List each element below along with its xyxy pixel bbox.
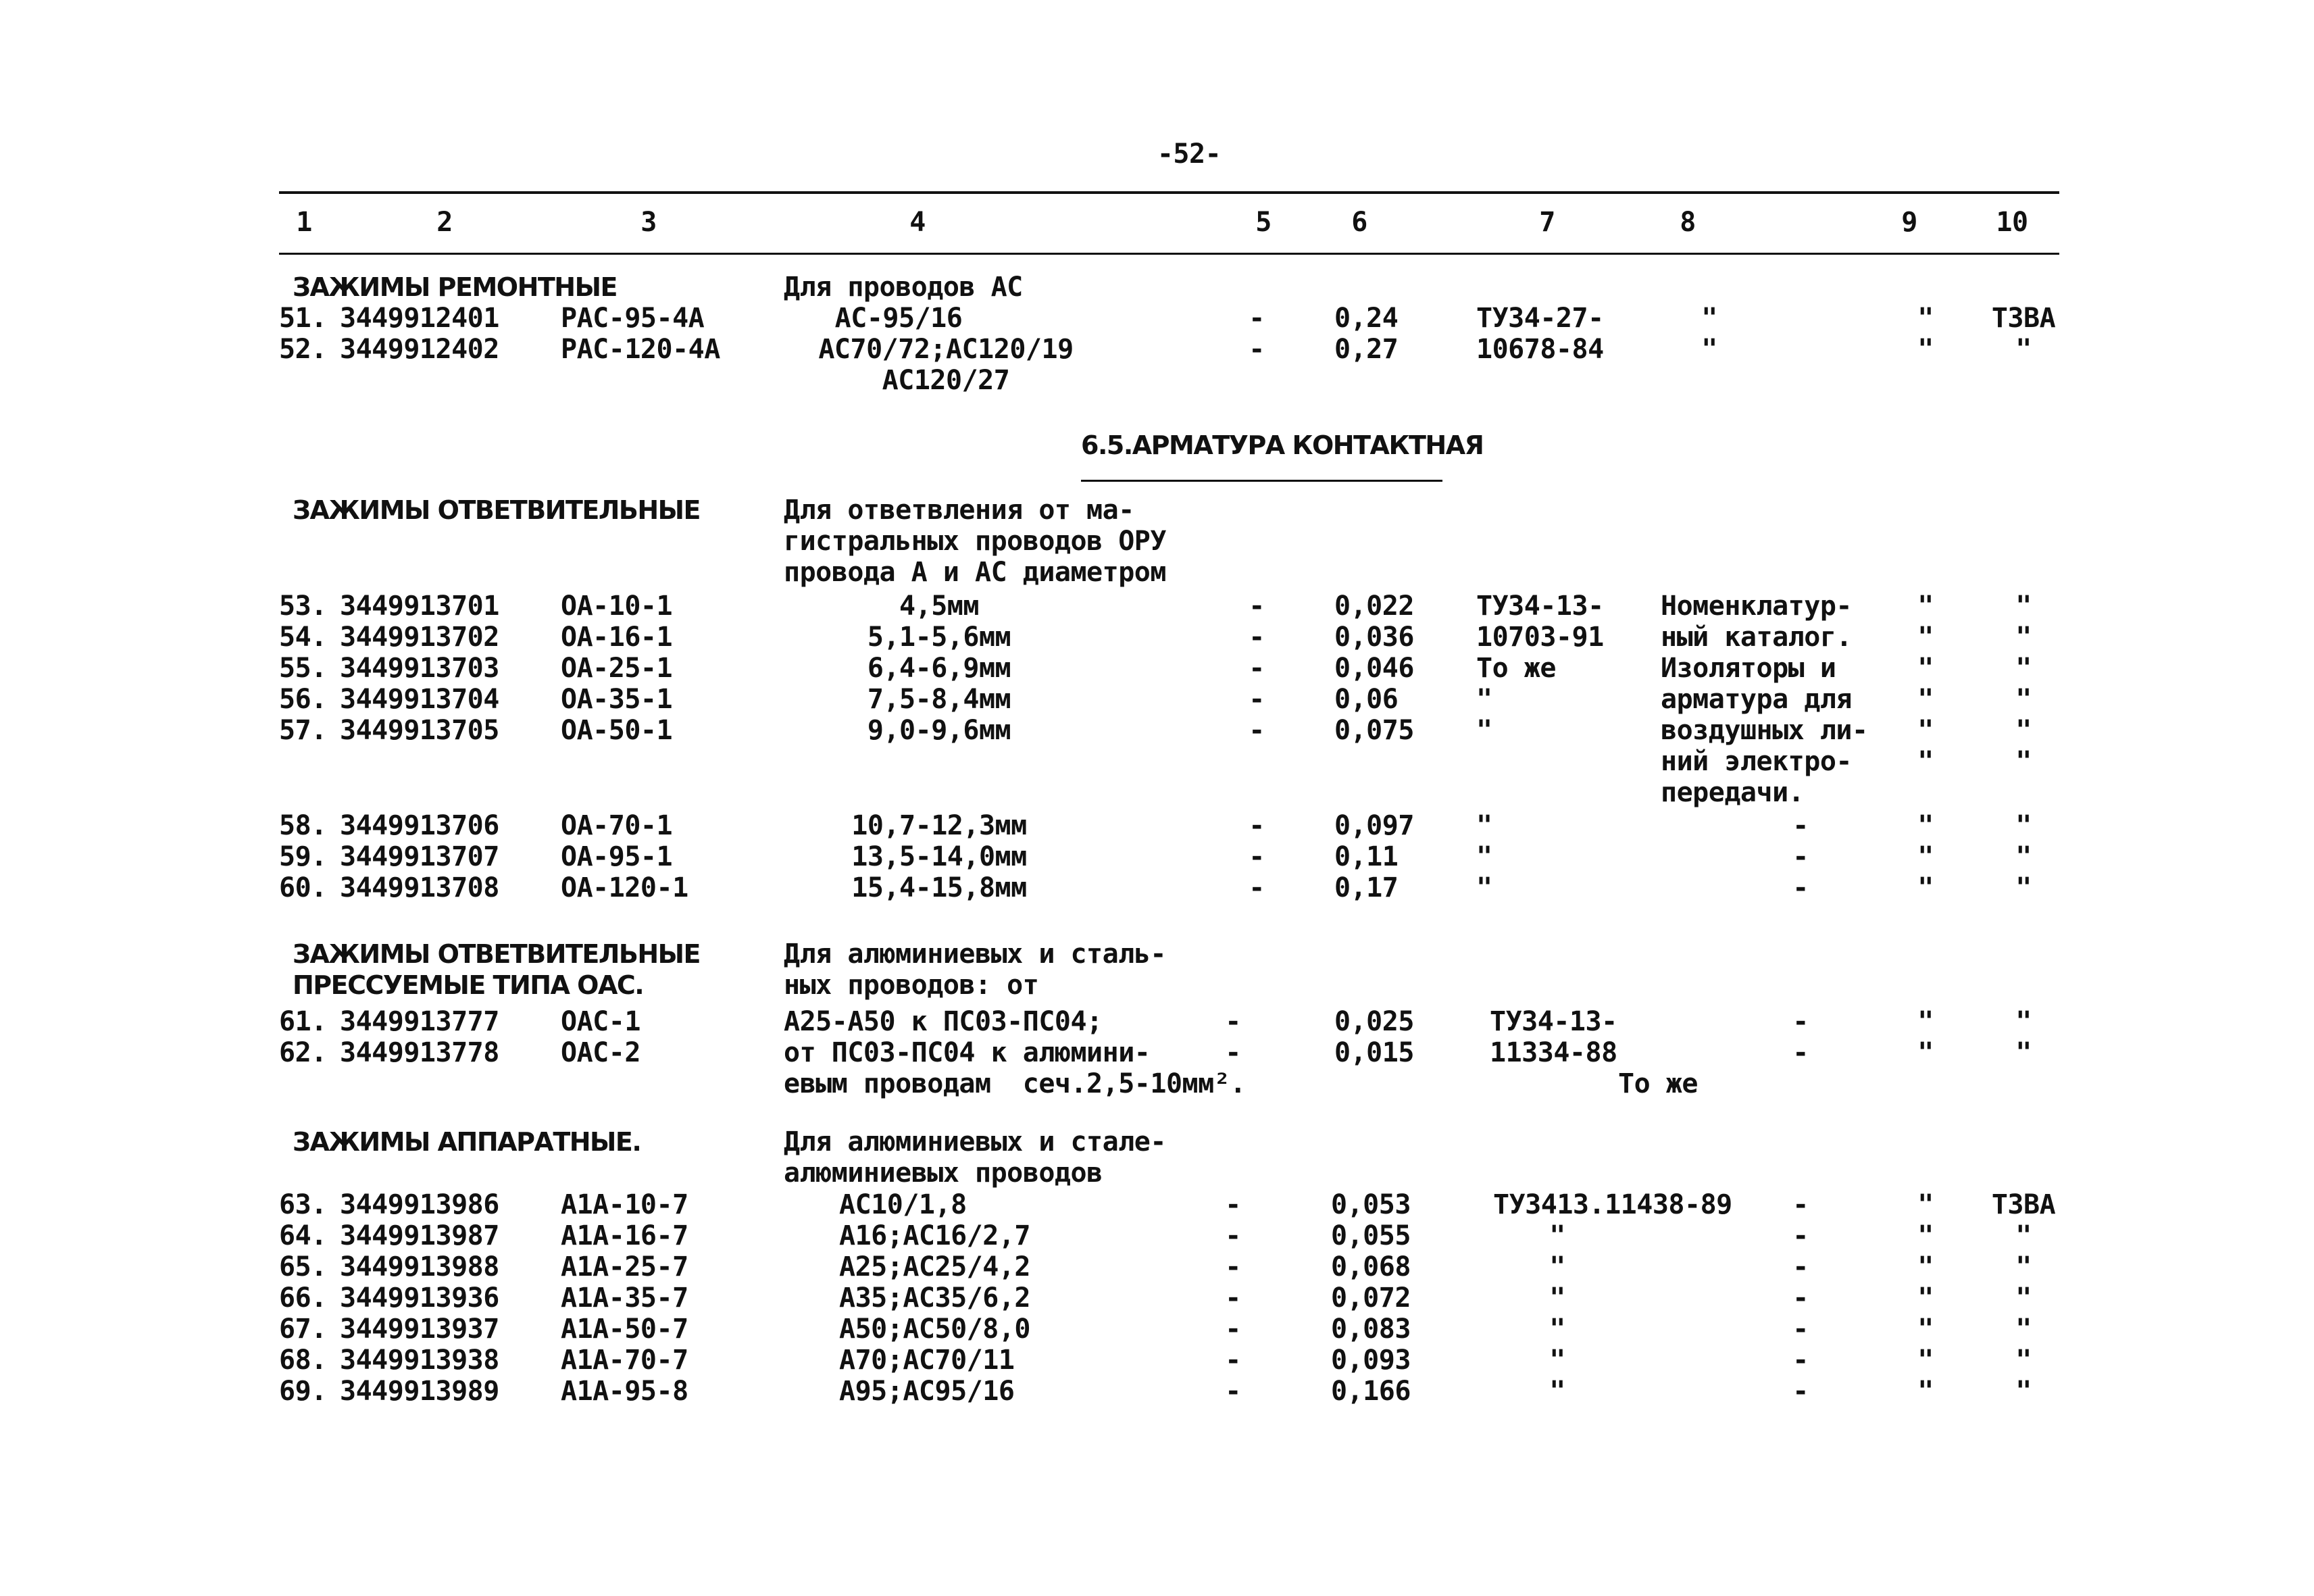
col10-value: "	[2015, 1282, 2032, 1314]
item-type: ОА-95-1	[561, 841, 673, 872]
col9-value: "	[1917, 1037, 1934, 1068]
col8-value: Номенклатур-	[1661, 591, 1852, 622]
col8-value: -	[1792, 1006, 1809, 1037]
col10-value: "	[2015, 746, 2032, 777]
item-spec: ТУ34-13-	[1476, 591, 1604, 622]
col5-value: -	[1225, 1220, 1241, 1251]
item-type: А1А-70-7	[561, 1345, 688, 1376]
item-weight: 0,11	[1334, 841, 1399, 872]
item-type: ОАС-1	[561, 1006, 640, 1037]
col5-value: -	[1225, 1282, 1241, 1314]
item-weight: 0,022	[1334, 591, 1414, 622]
col8-value: -	[1792, 1037, 1809, 1068]
row-number: 65.	[279, 1251, 327, 1282]
item-type: А1А-50-7	[561, 1314, 688, 1345]
col10-value: "	[2015, 684, 2032, 715]
col8-value: -	[1792, 872, 1809, 903]
col9-value: "	[1917, 872, 1934, 903]
col10-value: "	[2015, 1345, 2032, 1376]
col10-value: ТЗВА	[1991, 1189, 2056, 1220]
col10-value: "	[2015, 1220, 2032, 1251]
item-code: 3449913707	[340, 841, 499, 872]
group-description: ных проводов: от	[784, 970, 1039, 1001]
item-weight: 0,24	[1334, 303, 1399, 334]
item-weight: 0,068	[1331, 1251, 1411, 1282]
col9-value: "	[1917, 715, 1934, 746]
column-header-7: 7	[1539, 207, 1555, 238]
item-code: 3449913938	[340, 1345, 499, 1376]
page-number: -52-	[1157, 139, 1222, 170]
item-weight: 0,025	[1334, 1006, 1414, 1037]
row-number: 55.	[279, 653, 327, 684]
item-code: 3449913701	[340, 591, 499, 622]
row-number: 54.	[279, 622, 327, 653]
item-weight: 0,046	[1334, 653, 1414, 684]
col9-value: "	[1917, 591, 1934, 622]
col8-value: ний электро-	[1661, 746, 1852, 777]
col9-value: "	[1917, 303, 1934, 334]
col10-value: "	[2015, 653, 2032, 684]
item-weight: 0,055	[1331, 1220, 1411, 1251]
item-spec: "	[1549, 1376, 1565, 1407]
item-spec: "	[1549, 1345, 1565, 1376]
row-number: 69.	[279, 1376, 327, 1407]
col10-value: "	[2015, 715, 2032, 746]
item-description: АС120/27	[882, 364, 1010, 396]
col8-value: -	[1792, 1251, 1809, 1282]
col10-value: "	[2015, 1037, 2032, 1068]
row-number: 64.	[279, 1220, 327, 1251]
item-description: евым проводам сеч.2,5-10мм².	[784, 1068, 1246, 1099]
item-description: А25;АС25/4,2	[839, 1251, 1030, 1282]
group-description: Для проводов АС	[784, 272, 1023, 303]
col10-value: "	[2015, 1376, 2032, 1407]
section-title-underline	[1081, 480, 1442, 482]
group-title: ЗАЖИМЫ ОТВЕТВИТЕЛЬНЫЕ	[293, 939, 701, 969]
item-spec: То же	[1476, 653, 1556, 684]
col5-value: -	[1249, 872, 1265, 903]
group-title: ЗАЖИМЫ РЕМОНТНЫЕ	[293, 272, 617, 302]
item-spec: "	[1476, 872, 1492, 903]
item-description: АС10/1,8	[839, 1189, 967, 1220]
item-spec: "	[1549, 1314, 1565, 1345]
col8-value: Изоляторы и	[1661, 653, 1836, 684]
item-spec: ТУ34-13-	[1490, 1006, 1617, 1037]
col5-value: -	[1249, 715, 1265, 746]
item-type: ОА-10-1	[561, 591, 673, 622]
col8-value: -	[1792, 841, 1809, 872]
item-code: 3449913705	[340, 715, 499, 746]
item-spec: "	[1549, 1220, 1565, 1251]
item-weight: 0,053	[1331, 1189, 1411, 1220]
item-weight: 0,27	[1334, 334, 1399, 365]
item-description: А25-А50 к ПС03-ПС04;	[784, 1006, 1103, 1037]
section-title: 6.5.АРМАТУРА КОНТАКТНАЯ	[1081, 430, 1484, 460]
col9-value: "	[1917, 684, 1934, 715]
group-description: Для ответвления от ма-	[784, 495, 1134, 526]
row-number: 59.	[279, 841, 327, 872]
col8-value: -	[1792, 810, 1809, 841]
item-description: А95;АС95/16	[839, 1376, 1015, 1407]
column-header-1: 1	[296, 207, 312, 238]
col8-value: -	[1792, 1282, 1809, 1314]
item-weight: 0,06	[1334, 684, 1399, 715]
col5-value: -	[1225, 1314, 1241, 1345]
column-header-2: 2	[436, 207, 453, 238]
item-spec: ТУ3413.11438-89	[1493, 1189, 1732, 1220]
col8-value: передачи.	[1661, 777, 1805, 808]
column-header-10: 10	[1996, 207, 2028, 238]
item-code: 3449913706	[340, 810, 499, 841]
item-type: А1А-95-8	[561, 1376, 688, 1407]
item-code: 3449913989	[340, 1376, 499, 1407]
item-spec: "	[1476, 810, 1492, 841]
col10-value: "	[2015, 872, 2032, 903]
row-number: 63.	[279, 1189, 327, 1220]
col8-value: -	[1792, 1345, 1809, 1376]
col10-value: "	[2015, 1006, 2032, 1037]
item-code: 3449913703	[340, 653, 499, 684]
item-type: ОА-35-1	[561, 684, 673, 715]
item-spec: 10678-84	[1476, 334, 1604, 365]
item-weight: 0,083	[1331, 1314, 1411, 1345]
col8-value: -	[1792, 1220, 1809, 1251]
item-type: ОА-50-1	[561, 715, 673, 746]
item-code: 3449913937	[340, 1314, 499, 1345]
item-description: 13,5-14,0мм	[851, 841, 1027, 872]
row-number: 58.	[279, 810, 327, 841]
group-title: ПРЕССУЕМЫЕ ТИПА ОАС.	[293, 970, 644, 1000]
item-type: ОА-120-1	[561, 872, 688, 903]
item-spec: 11334-88	[1490, 1037, 1617, 1068]
row-number: 61.	[279, 1006, 327, 1037]
row-number: 57.	[279, 715, 327, 746]
table-top-rule	[279, 191, 2059, 194]
col9-value: "	[1917, 1282, 1934, 1314]
group-description: гистральных проводов ОРУ	[784, 526, 1166, 557]
item-spec: "	[1476, 715, 1492, 746]
group-title: ЗАЖИМЫ ОТВЕТВИТЕЛЬНЫЕ	[293, 495, 701, 525]
col9-value: "	[1917, 622, 1934, 653]
group-description: Для алюминиевых и сталь-	[784, 939, 1166, 970]
item-code: 3449912402	[340, 334, 499, 365]
col8-value: -	[1792, 1314, 1809, 1345]
col10-value: "	[2015, 810, 2032, 841]
col8-value: воздушных ли-	[1661, 715, 1868, 746]
item-weight: 0,072	[1331, 1282, 1411, 1314]
item-weight: 0,093	[1331, 1345, 1411, 1376]
item-spec: ТУ34-27-	[1476, 303, 1604, 334]
item-code: 3449913777	[340, 1006, 499, 1037]
item-description: 15,4-15,8мм	[851, 872, 1027, 903]
col9-value: "	[1917, 334, 1934, 365]
col5-value: -	[1225, 1251, 1241, 1282]
item-weight: 0,097	[1334, 810, 1414, 841]
col8-value: арматура для	[1661, 684, 1852, 715]
item-spec: "	[1476, 684, 1492, 715]
item-code: 3449913936	[340, 1282, 499, 1314]
column-header-4: 4	[909, 207, 926, 238]
item-code: 3449912401	[340, 303, 499, 334]
col10-value: "	[2015, 622, 2032, 653]
column-header-5: 5	[1255, 207, 1272, 238]
group-description: Для алюминиевых и стале-	[784, 1126, 1166, 1157]
row-number: 67.	[279, 1314, 327, 1345]
item-type: ОА-25-1	[561, 653, 673, 684]
col5-value: -	[1249, 653, 1265, 684]
col10-value: "	[2015, 591, 2032, 622]
item-spec: "	[1549, 1282, 1565, 1314]
item-code: 3449913778	[340, 1037, 499, 1068]
group-description: провода А и АС диаметром	[784, 557, 1166, 588]
item-weight: 0,17	[1334, 872, 1399, 903]
item-description: 5,1-5,6мм	[867, 622, 1011, 653]
col5-value: -	[1225, 1376, 1241, 1407]
item-description: от ПС03-ПС04 к алюмини-	[784, 1037, 1151, 1068]
item-description: А16;АС16/2,7	[839, 1220, 1030, 1251]
item-weight: 0,015	[1334, 1037, 1414, 1068]
col5-value: -	[1249, 684, 1265, 715]
col9-value: "	[1917, 746, 1934, 777]
col8-value: -	[1792, 1376, 1809, 1407]
header-bottom-rule	[279, 253, 2059, 255]
item-type: РАС-95-4А	[561, 303, 705, 334]
col5-value: -	[1225, 1189, 1241, 1220]
row-number: 68.	[279, 1345, 327, 1376]
item-description: 10,7-12,3мм	[851, 810, 1027, 841]
col5-value: -	[1249, 591, 1265, 622]
col9-value: "	[1917, 1314, 1934, 1345]
item-description: А70;АС70/11	[839, 1345, 1015, 1376]
row-number: 60.	[279, 872, 327, 903]
row-number: 66.	[279, 1282, 327, 1314]
item-type: ОА-70-1	[561, 810, 673, 841]
item-type: ОА-16-1	[561, 622, 673, 653]
col9-value: "	[1917, 810, 1934, 841]
column-header-8: 8	[1680, 207, 1696, 238]
item-type: А1А-35-7	[561, 1282, 688, 1314]
item-description: 7,5-8,4мм	[867, 684, 1011, 715]
col9-value: "	[1917, 1345, 1934, 1376]
group-description: алюминиевых проводов	[784, 1157, 1103, 1189]
group-title: ЗАЖИМЫ АППАРАТНЫЕ.	[293, 1127, 641, 1157]
item-spec: "	[1549, 1251, 1565, 1282]
col9-value: "	[1917, 1006, 1934, 1037]
col5-value: -	[1249, 622, 1265, 653]
item-spec: 10703-91	[1476, 622, 1604, 653]
col9-value: "	[1917, 1189, 1934, 1220]
item-type: А1А-25-7	[561, 1251, 688, 1282]
col5-value: -	[1249, 841, 1265, 872]
col8-value: ный каталог.	[1661, 622, 1852, 653]
same-as-note: То же	[1618, 1068, 1698, 1099]
col9-value: "	[1917, 1251, 1934, 1282]
col5-value: -	[1249, 334, 1265, 365]
row-number: 53.	[279, 591, 327, 622]
item-code: 3449913987	[340, 1220, 499, 1251]
col5-value: -	[1225, 1006, 1241, 1037]
column-header-3: 3	[640, 207, 657, 238]
col8-value: "	[1701, 303, 1717, 334]
col10-value: ТЗВА	[1991, 303, 2056, 334]
item-code: 3449913988	[340, 1251, 499, 1282]
item-type: А1А-16-7	[561, 1220, 688, 1251]
row-number: 51.	[279, 303, 327, 334]
item-code: 3449913986	[340, 1189, 499, 1220]
column-header-9: 9	[1901, 207, 1917, 238]
col5-value: -	[1225, 1037, 1241, 1068]
col10-value: "	[2015, 334, 2032, 365]
col9-value: "	[1917, 653, 1934, 684]
row-number: 62.	[279, 1037, 327, 1068]
col8-value: -	[1792, 1189, 1809, 1220]
col9-value: "	[1917, 1220, 1934, 1251]
item-weight: 0,075	[1334, 715, 1414, 746]
item-description: 9,0-9,6мм	[867, 715, 1011, 746]
row-number: 56.	[279, 684, 327, 715]
item-type: ОАС-2	[561, 1037, 640, 1068]
item-weight: 0,036	[1334, 622, 1414, 653]
item-code: 3449913702	[340, 622, 499, 653]
item-type: РАС-120-4А	[561, 334, 720, 365]
item-description: 4,5мм	[899, 591, 979, 622]
col5-value: -	[1249, 303, 1265, 334]
item-code: 3449913704	[340, 684, 499, 715]
item-code: 3449913708	[340, 872, 499, 903]
item-type: А1А-10-7	[561, 1189, 688, 1220]
item-description: А35;АС35/6,2	[839, 1282, 1030, 1314]
col5-value: -	[1225, 1345, 1241, 1376]
col10-value: "	[2015, 1251, 2032, 1282]
col10-value: "	[2015, 1314, 2032, 1345]
item-spec: "	[1476, 841, 1492, 872]
col5-value: -	[1249, 810, 1265, 841]
col8-value: "	[1701, 334, 1717, 365]
item-description: А50;АС50/8,0	[839, 1314, 1030, 1345]
col9-value: "	[1917, 841, 1934, 872]
item-weight: 0,166	[1331, 1376, 1411, 1407]
col9-value: "	[1917, 1376, 1934, 1407]
item-description: АС70/72;АС120/19	[818, 334, 1074, 365]
item-description: АС-95/16	[834, 303, 963, 334]
row-number: 52.	[279, 334, 327, 365]
column-header-6: 6	[1351, 207, 1367, 238]
item-description: 6,4-6,9мм	[867, 653, 1011, 684]
col10-value: "	[2015, 841, 2032, 872]
